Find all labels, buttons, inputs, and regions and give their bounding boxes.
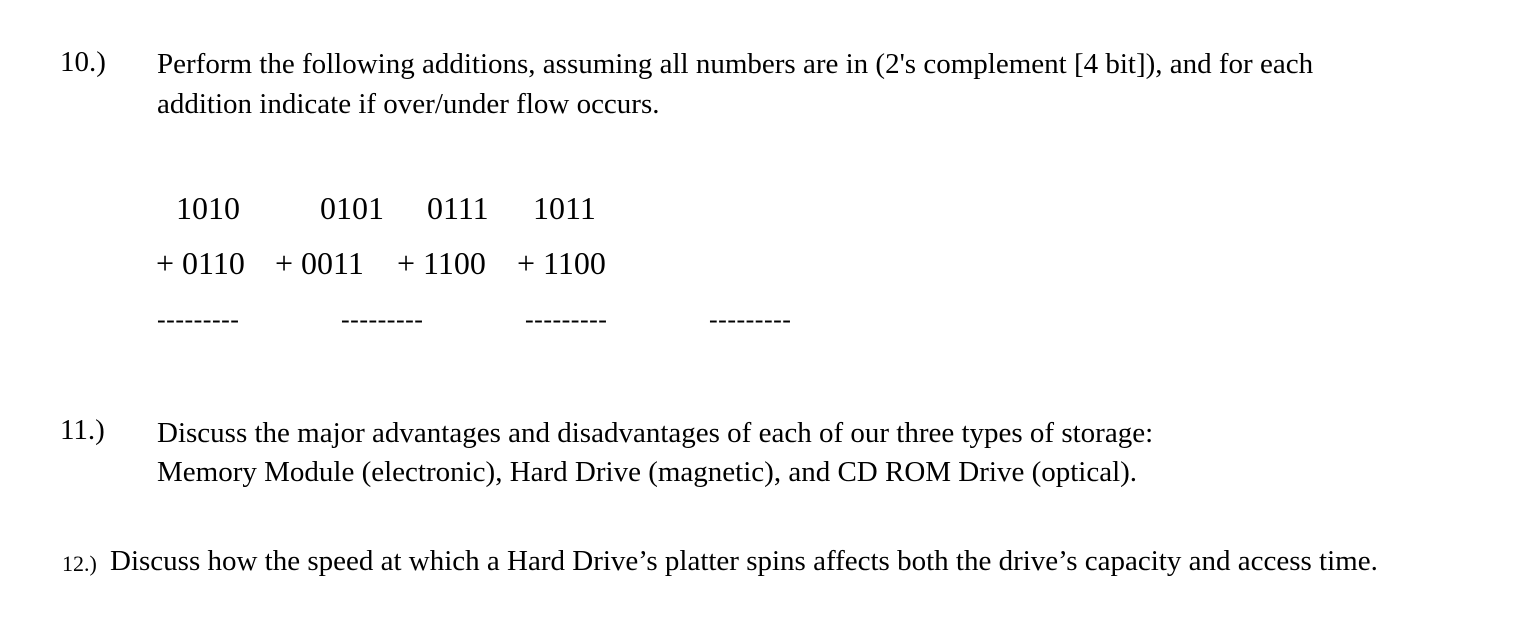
operand-top-3: 0111 — [427, 190, 489, 226]
sum-line-3: --------- — [525, 305, 608, 334]
operand-top-1: 1010 — [176, 190, 240, 226]
operand-bottom-1: + 0110 — [156, 245, 245, 281]
operand-bottom-3: + 1100 — [397, 245, 486, 281]
question-text-line-2: Memory Module (electronic), Hard Drive (magnetic), and CD ROM Drive (optical). — [157, 456, 1138, 488]
operand-top-2: 0101 — [320, 190, 384, 226]
operand-bottom-4: + 1100 — [517, 245, 606, 281]
question-text-line-1: Perform the following additions, assuming all numbers are in (2's complement [4 bit]), and for each — [157, 48, 1314, 80]
question-text-line-2: addition indicate if over/under flow occurs. — [157, 88, 660, 120]
sum-line-1: --------- — [157, 305, 240, 334]
operand-bottom-2: + 0011 — [275, 245, 364, 281]
operand-top-4: 1011 — [533, 190, 596, 226]
question-text-line-1: Discuss the major advantages and disadvantages of each of our three types of storage: — [157, 417, 1154, 449]
question-text: Discuss how the speed at which a Hard Drive’s platter spins affects both the drive’s capacity and access time. — [110, 545, 1378, 577]
question-number: 12.) — [62, 551, 97, 576]
sum-line-4: --------- — [709, 305, 792, 334]
question-number: 11.) — [60, 414, 105, 446]
sum-line-2: --------- — [341, 305, 424, 334]
question-number: 10.) — [60, 46, 106, 78]
